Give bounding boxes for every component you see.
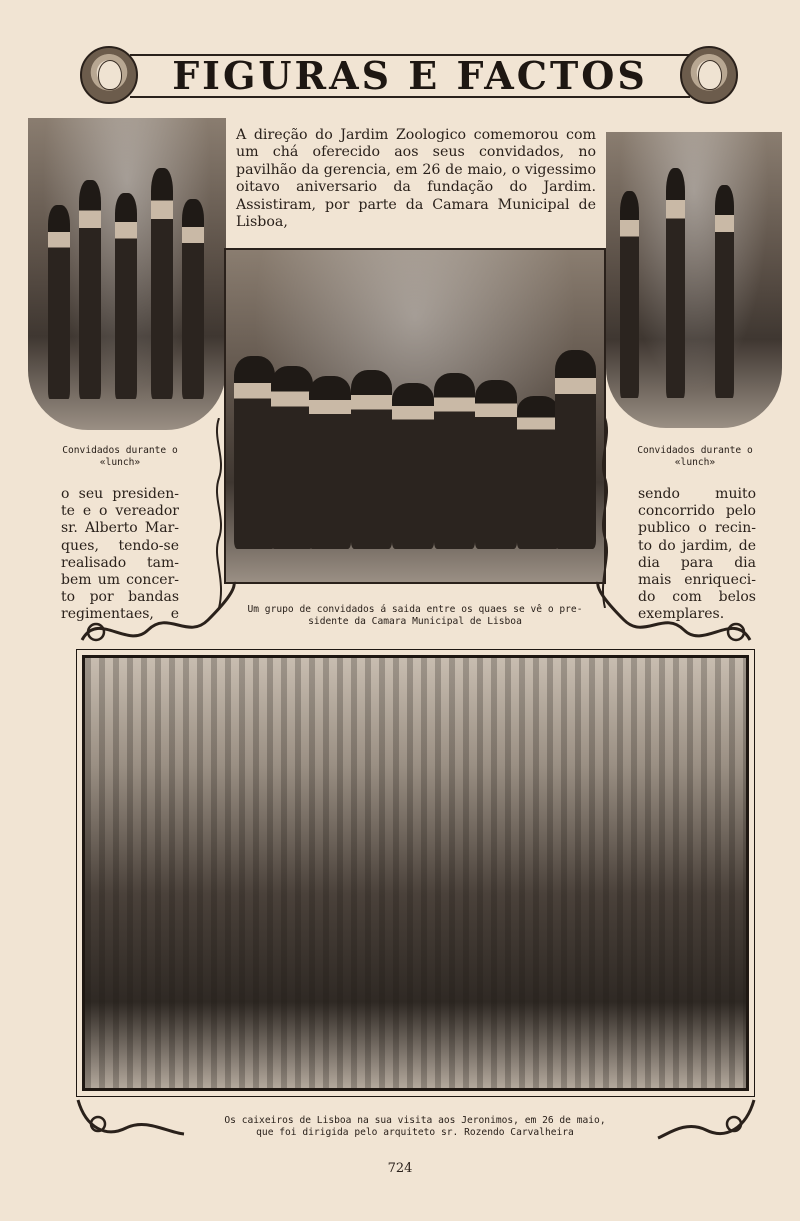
- masthead: [70, 46, 750, 106]
- page-number: 724: [387, 1161, 413, 1176]
- text-column-left: o seu presiden- te e o vereador sr. Alberto Mar- ques, tendo-se realisado tam- bem um concer- to por bandas regimentaes, e: [61, 486, 179, 623]
- caption-bottom: Os caixeiros de Lisboa na sua visita aos Jeronimos, em 26 de maio, que foi dirigida pelo arquiteto sr. Rozendo Carvalheira: [224, 1115, 606, 1138]
- swirl-ornament-icon: [78, 580, 238, 650]
- photo-group-of-guests: [224, 248, 606, 584]
- page-title: FIGURAS E FACTOS: [172, 53, 648, 98]
- photo-guests-lunch-left: [28, 118, 226, 430]
- photo-clerks-at-jeronimos: [82, 655, 749, 1091]
- caption-center: Um grupo de convidados á saida entre os quaes se vê o pre- sidente da Camara Municipal de Lisboa: [247, 604, 583, 627]
- corner-ornament-icon: [76, 1098, 186, 1142]
- text-column-right: sendo muito concorrido pelo publico o recin- to do jardim, de dia para dia mais enriqueci- do com belos exemplares.: [638, 486, 756, 623]
- intro-paragraph: A direção do Jardim Zoologico comemorou com um chá oferecido aos seus convidados, no pavilhão da gerencia, em 26 de maio, o vigessimo oitavo aniversario da fundação do Jardim. Assistiram, por parte da Camara Municipal de Lisboa,: [236, 127, 596, 231]
- photo-guests-lunch-right: [606, 132, 782, 428]
- caption-right: Convidados durante o «lunch»: [637, 445, 753, 468]
- swirl-ornament-icon: [594, 580, 754, 650]
- caption-left: Convidados durante o «lunch»: [62, 445, 178, 468]
- corner-ornament-icon: [656, 1098, 756, 1146]
- right-medallion-ornament-icon: [680, 46, 738, 104]
